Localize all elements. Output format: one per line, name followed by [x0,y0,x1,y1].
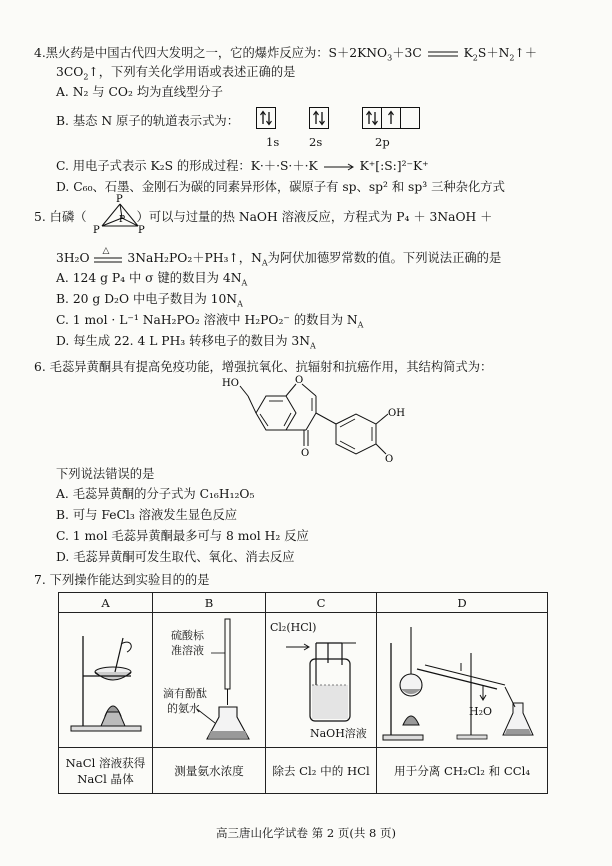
gas-washing-bottle-icon [266,613,376,747]
orbital-label-2p: 2p [375,135,390,149]
equals-arrow-icon [426,49,460,59]
orbital-box-2p-3 [400,107,420,129]
q4-stem-line1: 4.黑火药是中国古代四大发明之一，它的爆炸反应为：$S+2KNO_3+3C$ $K_2S+N_2↑+$ [34,46,538,63]
svg-text:P: P [119,215,126,225]
q4-option-d: D. C₆₀、石墨、金刚石为碳的同素异形体，碳原子有 sp、sp² 和 sp³ 三种杂化方式 [56,180,505,194]
q5-option-c: C. 1 mol · L⁻¹ NaH₂PO₂ 溶液中 H₂PO₂⁻ 的数目为 $N_A$ [56,313,364,330]
q7-stem: 7. 下列操作能达到实验目的的是 [34,573,210,587]
caption-a: NaCl 溶液获得 NaCl 晶体 [59,748,153,794]
header-c: C [266,593,377,613]
orbital-box-2p-2 [381,107,401,129]
experiment-table [58,592,548,794]
svg-text:P: P [138,225,145,234]
header-a: A [59,593,153,613]
white-phosphorus-structure [92,192,148,234]
orbital-box-2p-1 [362,107,382,129]
q5-stem-line1: 5. 白磷（ ）可以与过量的热 NaOH 溶液反应，方程式为 P₄ ＋ 3NaOH ＋ [34,210,493,224]
q6-lead: 下列说法错误的是 [56,467,155,481]
svg-text:HO: HO [222,378,239,389]
reaction-arrow-icon [322,162,356,172]
svg-text:O: O [295,375,304,386]
q6-option-b: B. 可与 FeCl₃ 溶液发生显色反应 [56,508,238,522]
q5-option-b: B. 20 g D₂O 中电子数目为 $10N_A$ [56,292,243,309]
apparatus-d: H₂O [377,613,548,748]
heat-symbol: △ [102,245,110,256]
heat-equals-icon [93,255,123,265]
orbital-box-1s [256,107,276,129]
caption-c: 除去 Cl₂ 中的 HCl [266,748,377,794]
q4-option-c: C. 用电子式表示 K₂S 的形成过程：K·＋·S·＋·K K⁺[:S:]²⁻K⁺ [56,159,429,173]
q6-option-a: A. 毛蕊异黄酮的分子式为 C₁₆H₁₂O₅ [56,487,255,501]
q6-stem: 6. 毛蕊异黄酮具有提高免疫功能，增强抗氧化、抗辐射和抗癌作用，其结构简式为： [34,360,493,374]
apparatus-a [59,613,153,748]
orbital-label-2s: 2s [309,135,323,149]
svg-text:P: P [116,194,123,205]
q6-option-d: D. 毛蕊异黄酮可发生取代、氧化、消去反应 [56,550,295,564]
titration-apparatus-icon [153,613,265,747]
q5-option-d: D. 每生成 22. 4 L PH₃ 转移电子的数目为 $3N_A$ [56,334,316,351]
orbital-label-1s: 1s [266,135,280,149]
svg-text:O: O [385,454,394,464]
apparatus-b: 硫酸标 准溶液 滴有酚酞 的氨水 [153,613,266,748]
svg-text:O: O [301,448,310,459]
caption-d: 用于分离 CH₂Cl₂ 和 CCl₄ [377,748,548,794]
q4-option-b: B. 基态 N 原子的轨道表示式为： [56,114,239,128]
svg-text:OH: OH [388,408,405,419]
q4-option-a: A. N₂ 与 CO₂ 均为直线型分子 [56,85,223,99]
q5-option-a: A. 124 g P₄ 中 σ 键的数目为 $4N_A$ [56,271,248,288]
q6-option-c: C. 1 mol 毛蕊异黄酮最多可与 8 mol H₂ 反应 [56,529,309,543]
header-d: D [377,593,548,613]
page-footer: 高三唐山化学试卷 第 2 页(共 8 页) [216,826,396,840]
apparatus-c: Cl₂(HCl) NaOH溶液 [266,613,377,748]
header-b: B [153,593,266,613]
q4-stem-line2: $3CO_2↑$，下列有关化学用语或表述正确的是 [56,65,296,82]
q5-stem-line2: 3H₂O △ 3NaH₂PO₂＋PH₃↑，$N_A$为阿伏加德罗常数的值。下列说法正确的是 [56,245,502,268]
distillation-apparatus-icon [377,613,547,747]
evaporation-apparatus-icon [61,616,151,741]
orbital-diagram [257,107,420,129]
calycosin-structure [218,374,418,464]
svg-text:P: P [93,225,100,234]
caption-b: 测量氨水浓度 [153,748,266,794]
orbital-box-2s [309,107,329,129]
